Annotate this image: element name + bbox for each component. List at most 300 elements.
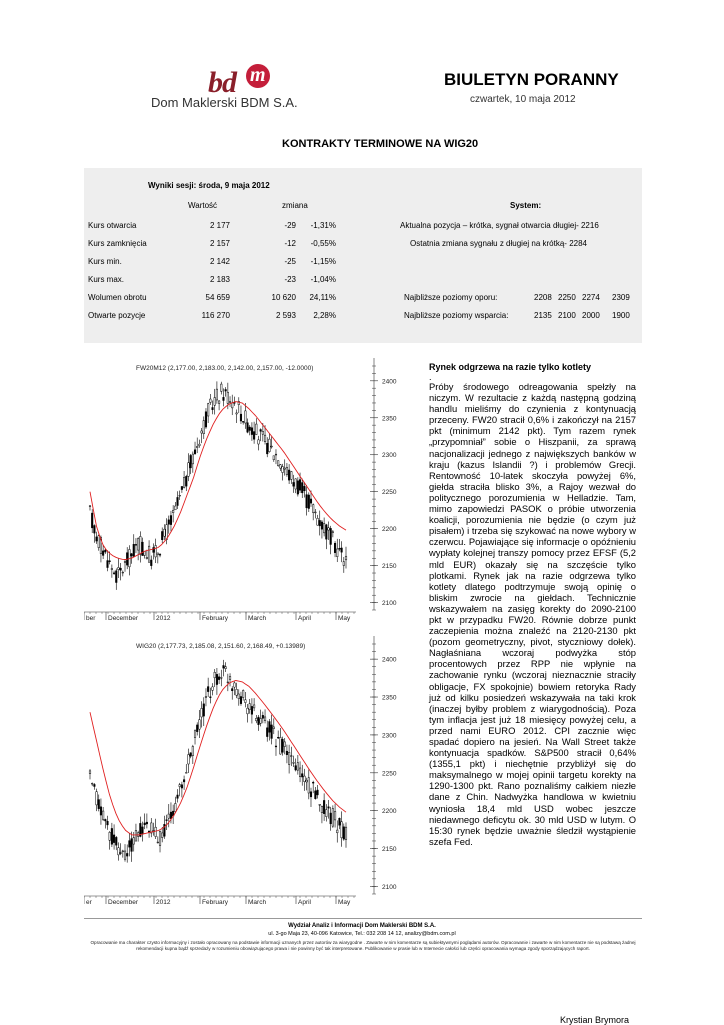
candle-body: [280, 465, 282, 468]
article-author: Krystian Brymora: [560, 1015, 630, 1025]
candle-body: [271, 725, 273, 738]
candle-body: [245, 700, 247, 703]
candle-body: [273, 727, 275, 729]
candle-body: [148, 546, 150, 562]
candle-body: [168, 814, 170, 818]
candle-body: [146, 557, 148, 558]
candle-body: [137, 539, 139, 551]
resistance-level: 2309: [612, 293, 630, 302]
candle-body: [240, 697, 242, 704]
row-change: -29: [284, 221, 296, 230]
support-level: 2100: [558, 311, 576, 320]
y-tick-label: 2100: [382, 600, 397, 608]
chart-title: FW20M12 (2,177.00, 2,183.00, 2,142.00, 2,157.00, -12.0000): [136, 365, 314, 372]
candle-body: [214, 398, 216, 406]
candle-body: [210, 697, 212, 698]
candle-body: [223, 666, 225, 669]
y-tick-label: 2250: [382, 770, 397, 778]
candle-body: [330, 813, 332, 824]
x-tick-label: April: [298, 615, 312, 622]
candle-body: [282, 467, 284, 473]
candle-body: [295, 479, 297, 489]
candle-body: [317, 790, 319, 795]
candle-body: [255, 718, 257, 721]
candle-body: [266, 728, 268, 737]
candle-body: [199, 444, 201, 446]
candle-body: [181, 785, 183, 788]
candle-body: [334, 543, 336, 552]
logo-text: bd: [208, 66, 236, 99]
candle-body: [247, 708, 249, 714]
y-tick-label: 2150: [382, 563, 397, 571]
section-title: KONTRAKTY TERMINOWE NA WIG20: [282, 138, 479, 150]
row-value: 2 157: [209, 239, 230, 248]
candle-body: [310, 792, 312, 797]
row-value: 2 142: [209, 257, 230, 266]
candle-body: [343, 827, 345, 839]
candle-body: [253, 705, 255, 708]
candle-body: [205, 696, 207, 697]
candle-body: [345, 827, 347, 839]
candle-body: [142, 827, 144, 834]
candle-body: [312, 782, 314, 783]
footer-divider: [84, 918, 642, 919]
candle-body: [185, 772, 187, 773]
bulletin-date: czwartek, 10 maja 2012: [470, 94, 576, 105]
candle-body: [177, 795, 179, 798]
candle-body: [120, 853, 122, 854]
footer-department: Wydział Analiz i Informacji Dom Maklerski BDM S.A.: [288, 923, 436, 929]
candle-body: [118, 567, 120, 569]
candle-body: [150, 560, 152, 566]
candle-body: [334, 812, 336, 820]
candle-body: [170, 812, 172, 818]
system-line-2: Ostatnia zmiana sygnału z długiej na krótką- 2284: [410, 239, 587, 248]
candle-body: [242, 690, 244, 697]
candle-body: [301, 483, 303, 493]
candle-body: [326, 810, 328, 817]
candle-body: [89, 771, 91, 774]
candle-body: [312, 505, 314, 513]
candle-body: [295, 766, 297, 770]
x-tick-label: March: [248, 899, 267, 906]
candle-body: [264, 435, 266, 442]
candle-body: [142, 542, 144, 555]
candle-body: [336, 549, 338, 557]
row-label: Wolumen obrotu: [88, 293, 147, 302]
candle-body: [339, 818, 341, 825]
candle-body: [168, 520, 170, 524]
article-title: Rynek odgrzewa na razie tylko kotlety: [429, 362, 592, 372]
candle-body: [218, 677, 220, 680]
candle-body: [306, 780, 308, 782]
row-value: 54 659: [205, 293, 230, 302]
candle-body: [207, 687, 209, 692]
candle-body: [323, 800, 325, 813]
candle-body: [234, 683, 236, 687]
support-level: 1900: [612, 311, 630, 320]
candle-body: [91, 513, 93, 528]
x-tick-label: March: [248, 615, 267, 622]
candle-body: [332, 532, 334, 533]
candle-body: [115, 837, 117, 845]
x-tick-label: May: [338, 615, 351, 622]
candle-body: [170, 516, 172, 525]
candle-body: [301, 774, 303, 777]
candle-body: [251, 706, 253, 714]
chart-title: WIG20 (2,177.73, 2,185.08, 2,151.60, 2,168.49, +0.13989): [136, 643, 306, 650]
x-tick-label: 2012: [156, 615, 171, 622]
candle-body: [271, 446, 273, 447]
candle-body: [262, 715, 264, 718]
candle-body: [102, 551, 104, 556]
footer-disclaimer: Opracowanie ma charakter czysto informacyjny i zostało opracowany na podstawie informacji uznanych przez autorów za wiarygodne . Zawarte w nim komentarze są subiektywnymi poglądami autorów. Opracowanie i zawarte w nim komentarze nie są podstawą żadnej rekomendacji kupna bądź sprzedaży w rozumieniu obowiązującego prawa i nie powinny być tak interpretowane. Publikowanie w prasie lub w Internecie całości lub części opracowania wymaga zgody sporządzających raport.: [90, 940, 636, 951]
row-change-pct: -1,31%: [310, 221, 336, 230]
candle-body: [201, 431, 203, 433]
candle-body: [107, 561, 109, 568]
candle-body: [105, 550, 107, 552]
candle-body: [161, 833, 163, 838]
candle-body: [122, 851, 124, 852]
support-label: Najbliższe poziomy wsparcia:: [404, 311, 509, 320]
candle-body: [210, 399, 212, 402]
support-level: 2135: [534, 311, 552, 320]
y-tick-label: 2200: [382, 526, 397, 534]
candle-body: [89, 506, 91, 507]
candle-body: [273, 456, 275, 460]
candle-body: [275, 746, 277, 747]
candle-body: [251, 428, 253, 435]
candle-body: [159, 554, 161, 555]
candle-body: [113, 835, 115, 843]
candle-body: [330, 528, 332, 544]
candle-body: [183, 780, 185, 782]
row-value: 2 177: [209, 221, 230, 230]
candle-body: [118, 848, 120, 855]
candle-body: [249, 427, 251, 430]
candle-body: [227, 682, 229, 683]
candle-body: [269, 722, 271, 733]
col-change-header: zmiana: [282, 201, 308, 210]
candle-body: [220, 384, 222, 391]
x-tick-label: er: [86, 899, 92, 906]
candle-body: [107, 821, 109, 825]
candle-body: [238, 694, 240, 699]
candle-body: [240, 414, 242, 421]
candle-body: [220, 677, 222, 678]
candle-body: [196, 725, 198, 732]
candle-body: [247, 423, 249, 432]
candle-body: [212, 687, 214, 690]
candle-body: [188, 755, 190, 764]
candle-body: [306, 495, 308, 508]
candle-body: [179, 785, 181, 787]
candle-body: [91, 783, 93, 784]
article-dot: .: [429, 372, 432, 382]
candle-body: [157, 553, 159, 555]
candle-body: [181, 486, 183, 489]
y-tick-label: 2350: [382, 694, 397, 702]
row-change-pct: -1,04%: [310, 275, 336, 284]
candle-body: [192, 747, 194, 756]
logo-mark: m: [250, 64, 266, 86]
candle-body: [135, 544, 137, 545]
candle-body: [290, 756, 292, 757]
moving-average-line: [90, 402, 346, 560]
candle-body: [111, 568, 113, 569]
candle-body: [280, 737, 282, 754]
candle-body: [161, 531, 163, 539]
candle-body: [131, 839, 133, 852]
candle-body: [262, 431, 264, 434]
candle-body: [190, 455, 192, 467]
y-tick-label: 2250: [382, 489, 397, 497]
col-system-header: System:: [510, 201, 542, 210]
row-change: -23: [284, 275, 296, 284]
candle-body: [304, 776, 306, 782]
candle-body: [315, 791, 317, 799]
candle-body: [249, 704, 251, 710]
candle-body: [282, 739, 284, 752]
candle-body: [345, 556, 347, 560]
candle-body: [297, 763, 299, 770]
candle-body: [258, 440, 260, 444]
candle-body: [277, 737, 279, 738]
candle-body: [266, 443, 268, 454]
row-change-pct: 2,28%: [313, 311, 336, 320]
candle-body: [124, 851, 126, 859]
candle-body: [179, 495, 181, 496]
candle-body: [96, 537, 98, 541]
candle-body: [260, 430, 262, 432]
candle-body: [155, 827, 157, 836]
candle-body: [253, 432, 255, 440]
y-tick-label: 2400: [382, 378, 397, 386]
x-tick-label: May: [338, 899, 351, 906]
candle-body: [299, 768, 301, 777]
support-level: 2000: [582, 311, 600, 320]
x-tick-label: April: [298, 899, 312, 906]
candle-body: [172, 510, 174, 512]
candle-body: [144, 823, 146, 825]
candle-body: [94, 784, 96, 786]
candle-body: [297, 481, 299, 494]
candle-body: [284, 742, 286, 747]
candle-body: [341, 548, 343, 552]
candle-body: [343, 562, 345, 566]
candle-body: [201, 708, 203, 717]
candle-body: [146, 822, 148, 824]
article-paragraph: Próby środowego odreagowania spełzły na niczym. W rezultacie z każdą następną godziną handlu mieliśmy do czynienia z kontynuacją przeceny. FW20 stracił 0,6% i zakończył na 2157 pkt (minimum 2142 pkt). Tym razem rynek „przypomniał” sobie o Hiszpanii, za sprawą nacjonalizacji jednego z największych banków w kraju (kazus Islandii ?) i problemów Grecji. Rentowność 10-latek skoczyła powyżej 6%, giełda straciła blisko 3%, a Rajoy wezwał do politycznego porozumienia w Helladzie. Tam, mimo zapowiedzi PASOK o próbie utworzenia koalicji, porozumienia nie będzie (o czym już pisałem) i trzeba się szykować na nowe wybory w czerwcu. Pojawiające się informacje o opóźnieniu wypłaty kolejnej transzy pomocy przez EFSF (5,2 mld EUR) okazały się na szczęście tylko plotkami. Rynek jak na razie odgrzewa tylko kotlety dlatego podtrzymuje swoją opinię o bliskim zwrocie na giełdach. Technicznie wskazywałem na zasięg korekty do 2090-2100 pkt w przypadku FW20. Równie dobrze punkt zaczepienia można znaleźć na 2120-2130 pkt (pozom geometryczny, pivot, styczniowy dołek). Nagłaśniana wczoraj podwyżka stóp procentowych przez RPP nie wpłynie na zachowanie rynku (wczoraj nieznacznie straciły obligacje, FX spokojnie) bowiem retoryka Rady już od kilku posiedzeń wskazywała na taki krok (inaczej byłby problem z wiarygodnością). Poza tym inflacja jest już 18 miesięcy powyżej celu, a przed nami EURO 2012. CPI zacznie więc spadać dopiero na jesień. Na Wall Street także kontynuacja spadków. S&P500 stracił 0,64% (1355,1 pkt) i niechętnie przybliżył się do maksymalnego w mojej opinii targetu korekty na 1290-1300 pkt. Rano poznaliśmy całkiem niezłe dane z Chin. Nadwyżka handlowa w kwietniu wyniosła 18,4 mld USD wobec jeszcze niedawnego deficytu ok. 30 mld USD w lutym. O 15:30 rynek będzie uważnie śledził wystąpienie szefa Fed.: [429, 381, 636, 847]
x-tick-label: ber: [86, 615, 96, 622]
row-label: Kurs min.: [88, 257, 122, 266]
candle-body: [113, 573, 115, 574]
y-tick-label: 2350: [382, 415, 397, 423]
candle-body: [148, 831, 150, 832]
candle-body: [236, 689, 238, 695]
candle-body: [255, 424, 257, 434]
candle-body: [319, 520, 321, 525]
candle-body: [225, 667, 227, 669]
candle-body: [185, 476, 187, 486]
candle-body: [199, 720, 201, 729]
row-change: -25: [284, 257, 296, 266]
y-tick-label: 2200: [382, 808, 397, 816]
fw20-chart: [84, 358, 410, 630]
candle-body: [109, 561, 111, 562]
candle-body: [229, 677, 231, 680]
x-tick-label: December: [108, 899, 138, 906]
candle-body: [212, 408, 214, 410]
candle-body: [317, 518, 319, 525]
candle-body: [310, 499, 312, 503]
candle-body: [98, 536, 100, 548]
row-change-pct: 24,11%: [309, 293, 336, 302]
candle-body: [203, 421, 205, 434]
candle-body: [288, 752, 290, 764]
candle-body: [100, 807, 102, 815]
candle-body: [231, 689, 233, 691]
candle-body: [183, 477, 185, 487]
candle-body: [188, 463, 190, 477]
candle-body: [194, 450, 196, 454]
candle-body: [332, 809, 334, 827]
row-change: 10 620: [271, 293, 296, 302]
resistance-level: 2274: [582, 293, 600, 302]
row-label: Kurs zamknięcia: [88, 239, 147, 248]
candle-body: [218, 401, 220, 403]
candle-body: [120, 568, 122, 570]
row-change-pct: -1,15%: [310, 257, 336, 266]
candle-body: [269, 439, 271, 451]
candle-body: [229, 401, 231, 402]
candle-body: [190, 753, 192, 756]
candle-body: [264, 717, 266, 721]
article-body: [429, 381, 636, 847]
candle-body: [175, 506, 177, 510]
candle-body: [284, 468, 286, 469]
y-tick-label: 2300: [382, 732, 397, 740]
candle-body: [135, 830, 137, 841]
candle-body: [153, 548, 155, 553]
candle-body: [260, 719, 262, 724]
candle-body: [203, 704, 205, 716]
candle-body: [207, 404, 209, 416]
candle-body: [293, 762, 295, 763]
footer-address: ul. 3-go Maja 23, 40-096 Katowice, Tel.: 032 208 14 12, analizy@bdm.com.pl: [268, 931, 456, 937]
candle-body: [157, 842, 159, 843]
candle-body: [159, 831, 161, 845]
candle-body: [323, 524, 325, 533]
candle-body: [336, 830, 338, 833]
candle-body: [155, 546, 157, 557]
candle-body: [216, 674, 218, 684]
candle-body: [102, 811, 104, 819]
candle-body: [321, 806, 323, 812]
candle-body: [293, 482, 295, 486]
row-label: Kurs max.: [88, 275, 125, 284]
resistance-level: 2208: [534, 293, 552, 302]
candle-body: [277, 461, 279, 466]
candle-body: [131, 554, 133, 556]
candle-body: [175, 803, 177, 811]
candle-body: [288, 470, 290, 480]
candle-body: [341, 822, 343, 838]
row-label: Otwarte pozycje: [88, 311, 146, 320]
y-tick-label: 2400: [382, 656, 397, 664]
candle-body: [166, 820, 168, 821]
col-value-header: Wartość: [188, 201, 218, 210]
candle-body: [98, 800, 100, 809]
candle-body: [205, 412, 207, 427]
candle-body: [286, 751, 288, 755]
candle-body: [94, 526, 96, 534]
y-tick-label: 2300: [382, 452, 397, 460]
candle-body: [216, 389, 218, 400]
y-tick-label: 2150: [382, 846, 397, 854]
candle-body: [124, 561, 126, 562]
candle-body: [129, 841, 131, 847]
candle-body: [164, 529, 166, 536]
candle-body: [308, 778, 310, 793]
candle-body: [214, 672, 216, 678]
x-tick-label: February: [202, 899, 229, 906]
candle-body: [328, 807, 330, 808]
candle-body: [105, 819, 107, 820]
session-table: [84, 168, 642, 343]
candle-body: [133, 838, 135, 844]
candle-body: [258, 717, 260, 725]
session-title: Wyniki sesji: środa, 9 maja 2012: [148, 181, 270, 190]
candle-body: [122, 572, 124, 573]
candle-body: [326, 525, 328, 539]
bulletin-title: BIULETYN PORANNY: [444, 70, 619, 89]
x-tick-label: December: [108, 615, 138, 622]
candle-body: [308, 495, 310, 508]
y-tick-label: 2100: [382, 883, 397, 891]
row-label: Kurs otwarcia: [88, 221, 137, 230]
candle-body: [290, 472, 292, 480]
candle-body: [339, 548, 341, 549]
candle-body: [315, 512, 317, 513]
candle-body: [227, 392, 229, 403]
company-name: Dom Maklerski BDM S.A.: [151, 95, 298, 110]
resistance-level: 2250: [558, 293, 576, 302]
row-change: 2 593: [275, 311, 296, 320]
candle-body: [126, 853, 128, 856]
candle-body: [115, 571, 117, 583]
row-value: 116 270: [201, 311, 230, 320]
x-tick-label: February: [202, 615, 229, 622]
moving-average-line: [90, 681, 346, 835]
candle-body: [328, 528, 330, 530]
row-value: 2 183: [209, 275, 230, 284]
candle-body: [194, 731, 196, 738]
candle-body: [196, 446, 198, 447]
candle-body: [242, 421, 244, 422]
row-change: -12: [284, 239, 296, 248]
system-line-1: Aktualna pozycja – krótka, sygnał otwarcia długiej- 2216: [400, 221, 599, 230]
candle-body: [109, 832, 111, 840]
candle-body: [304, 486, 306, 490]
candle-body: [111, 828, 113, 844]
candle-body: [177, 497, 179, 505]
wig20-chart: [84, 636, 410, 914]
candle-body: [299, 480, 301, 491]
candle-body: [286, 467, 288, 474]
candle-body: [223, 397, 225, 400]
candle-body: [225, 390, 227, 392]
